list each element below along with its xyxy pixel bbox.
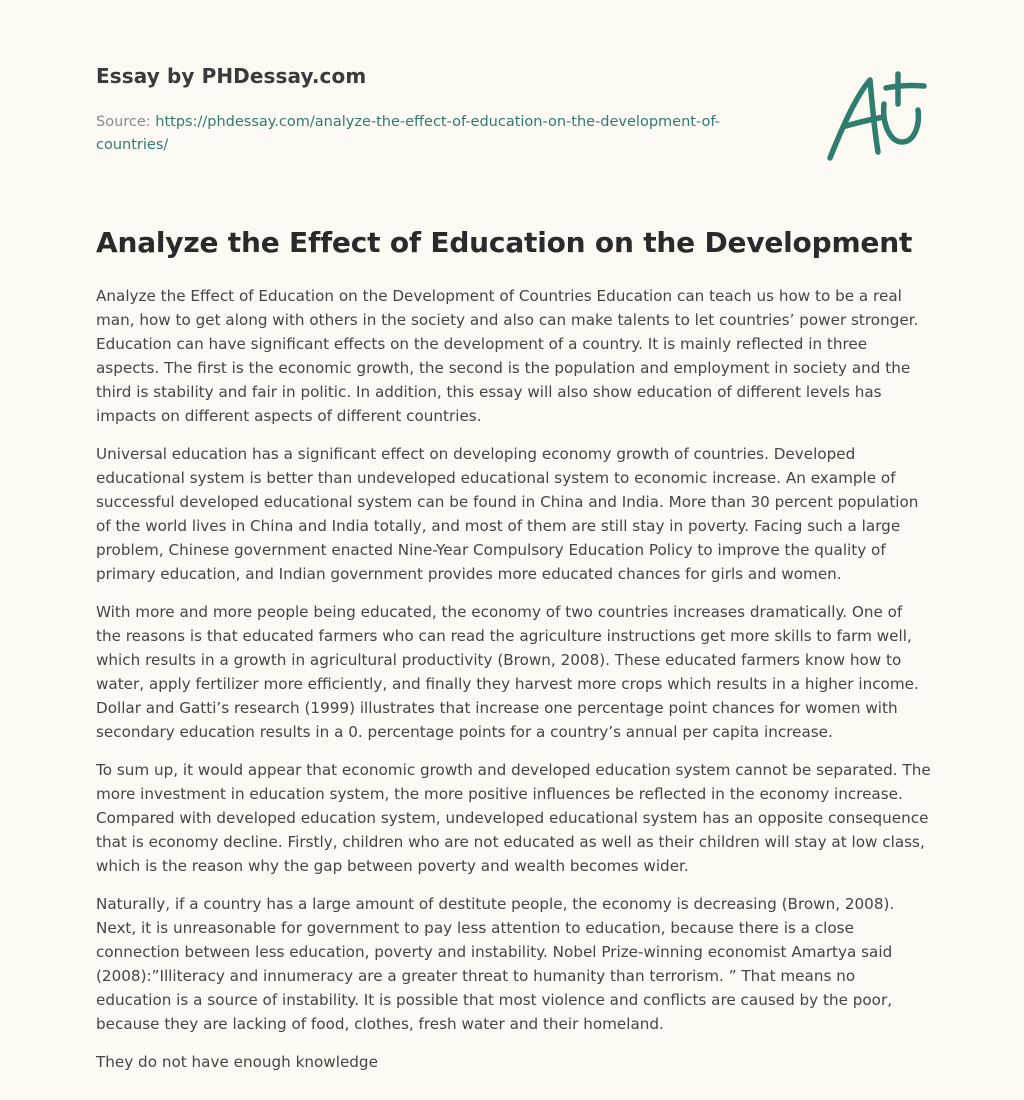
source-label: Source: bbox=[96, 114, 151, 130]
paragraph: With more and more people being educated, the economy of two countries increases dramatically. One of the reasons is that educated farmers who can read the agriculture instructions get more skills to farm well, which results in a growth in agricultural productivity (Brown, 2008). These educated farmers know how to water, apply fertilizer more efficiently, and finally they harvest more crops which results in a higher income. Dollar and Gatti’s research (1999) illustrates that increase one percentage point chances for women with secondary education results in a 0. percentage points for a country’s annual per capita increase. bbox=[96, 603, 919, 741]
source-link[interactable]: https://phdessay.com/analyze-the-effect-of-education-on-the-development-of-countries/ bbox=[96, 114, 720, 153]
essay-title: Analyze the Effect of Education on the Development bbox=[96, 226, 913, 259]
paragraph: Universal education has a significant effect on developing economy growth of countries. Developed educational system is better than undeveloped educational system to economic increase. An example of successful developed educational system can be found in China and India. More than 30 percent population of the world lives in China and India totally, and most of them are still stay in poverty. Facing such a large problem, Chinese government enacted Nine-Year Compulsory Education Policy to improve the quality of primary education, and Indian government provides more educated chances for girls and women. bbox=[96, 445, 919, 583]
a-plus-logo-icon bbox=[820, 66, 930, 166]
source-line bbox=[96, 111, 776, 157]
paragraph: Naturally, if a country has a large amount of destitute people, the economy is decreasing (Brown, 2008). Next, it is unreasonable for government to pay less attention to education, because there is a close connection between less education, poverty and instability. Nobel Prize-winning economist Amartya said (2008):”Illiteracy and innumeracy are a greater threat to humanity than terrorism. ” That means no education is a source of instability. It is possible that most violence and conflicts are caused by the poor, because they are lacking of food, clothes, fresh water and their homeland. bbox=[96, 895, 895, 1033]
paragraph: Analyze the Effect of Education on the Development of Countries Education can teach us how to be a real man, how to get along with others in the society and also can make talents to let countries’ power stronger. Education can have significant effects on the development of a country. It is mainly reflected in three aspects. The first is the economic growth, the second is the population and employment in society and the third is stability and fair in politic. In addition, this essay will also show education of different levels has impacts on different aspects of different countries. bbox=[96, 287, 919, 425]
site-title: Essay by PHDessay.com bbox=[96, 64, 367, 88]
paragraph: To sum up, it would appear that economic growth and developed education system cannot be separated. The more investment in education system, the more positive influences be reflected in the economy increase. Compared with developed education system, undeveloped educational system has an opposite consequence that is economy decline. Firstly, children who are not educated as well as their children will stay at low class, which is the reason why the gap between poverty and wealth becomes wider. bbox=[96, 761, 931, 875]
essay-body bbox=[96, 284, 932, 1088]
paragraph: They do not have enough knowledge bbox=[96, 1053, 378, 1071]
